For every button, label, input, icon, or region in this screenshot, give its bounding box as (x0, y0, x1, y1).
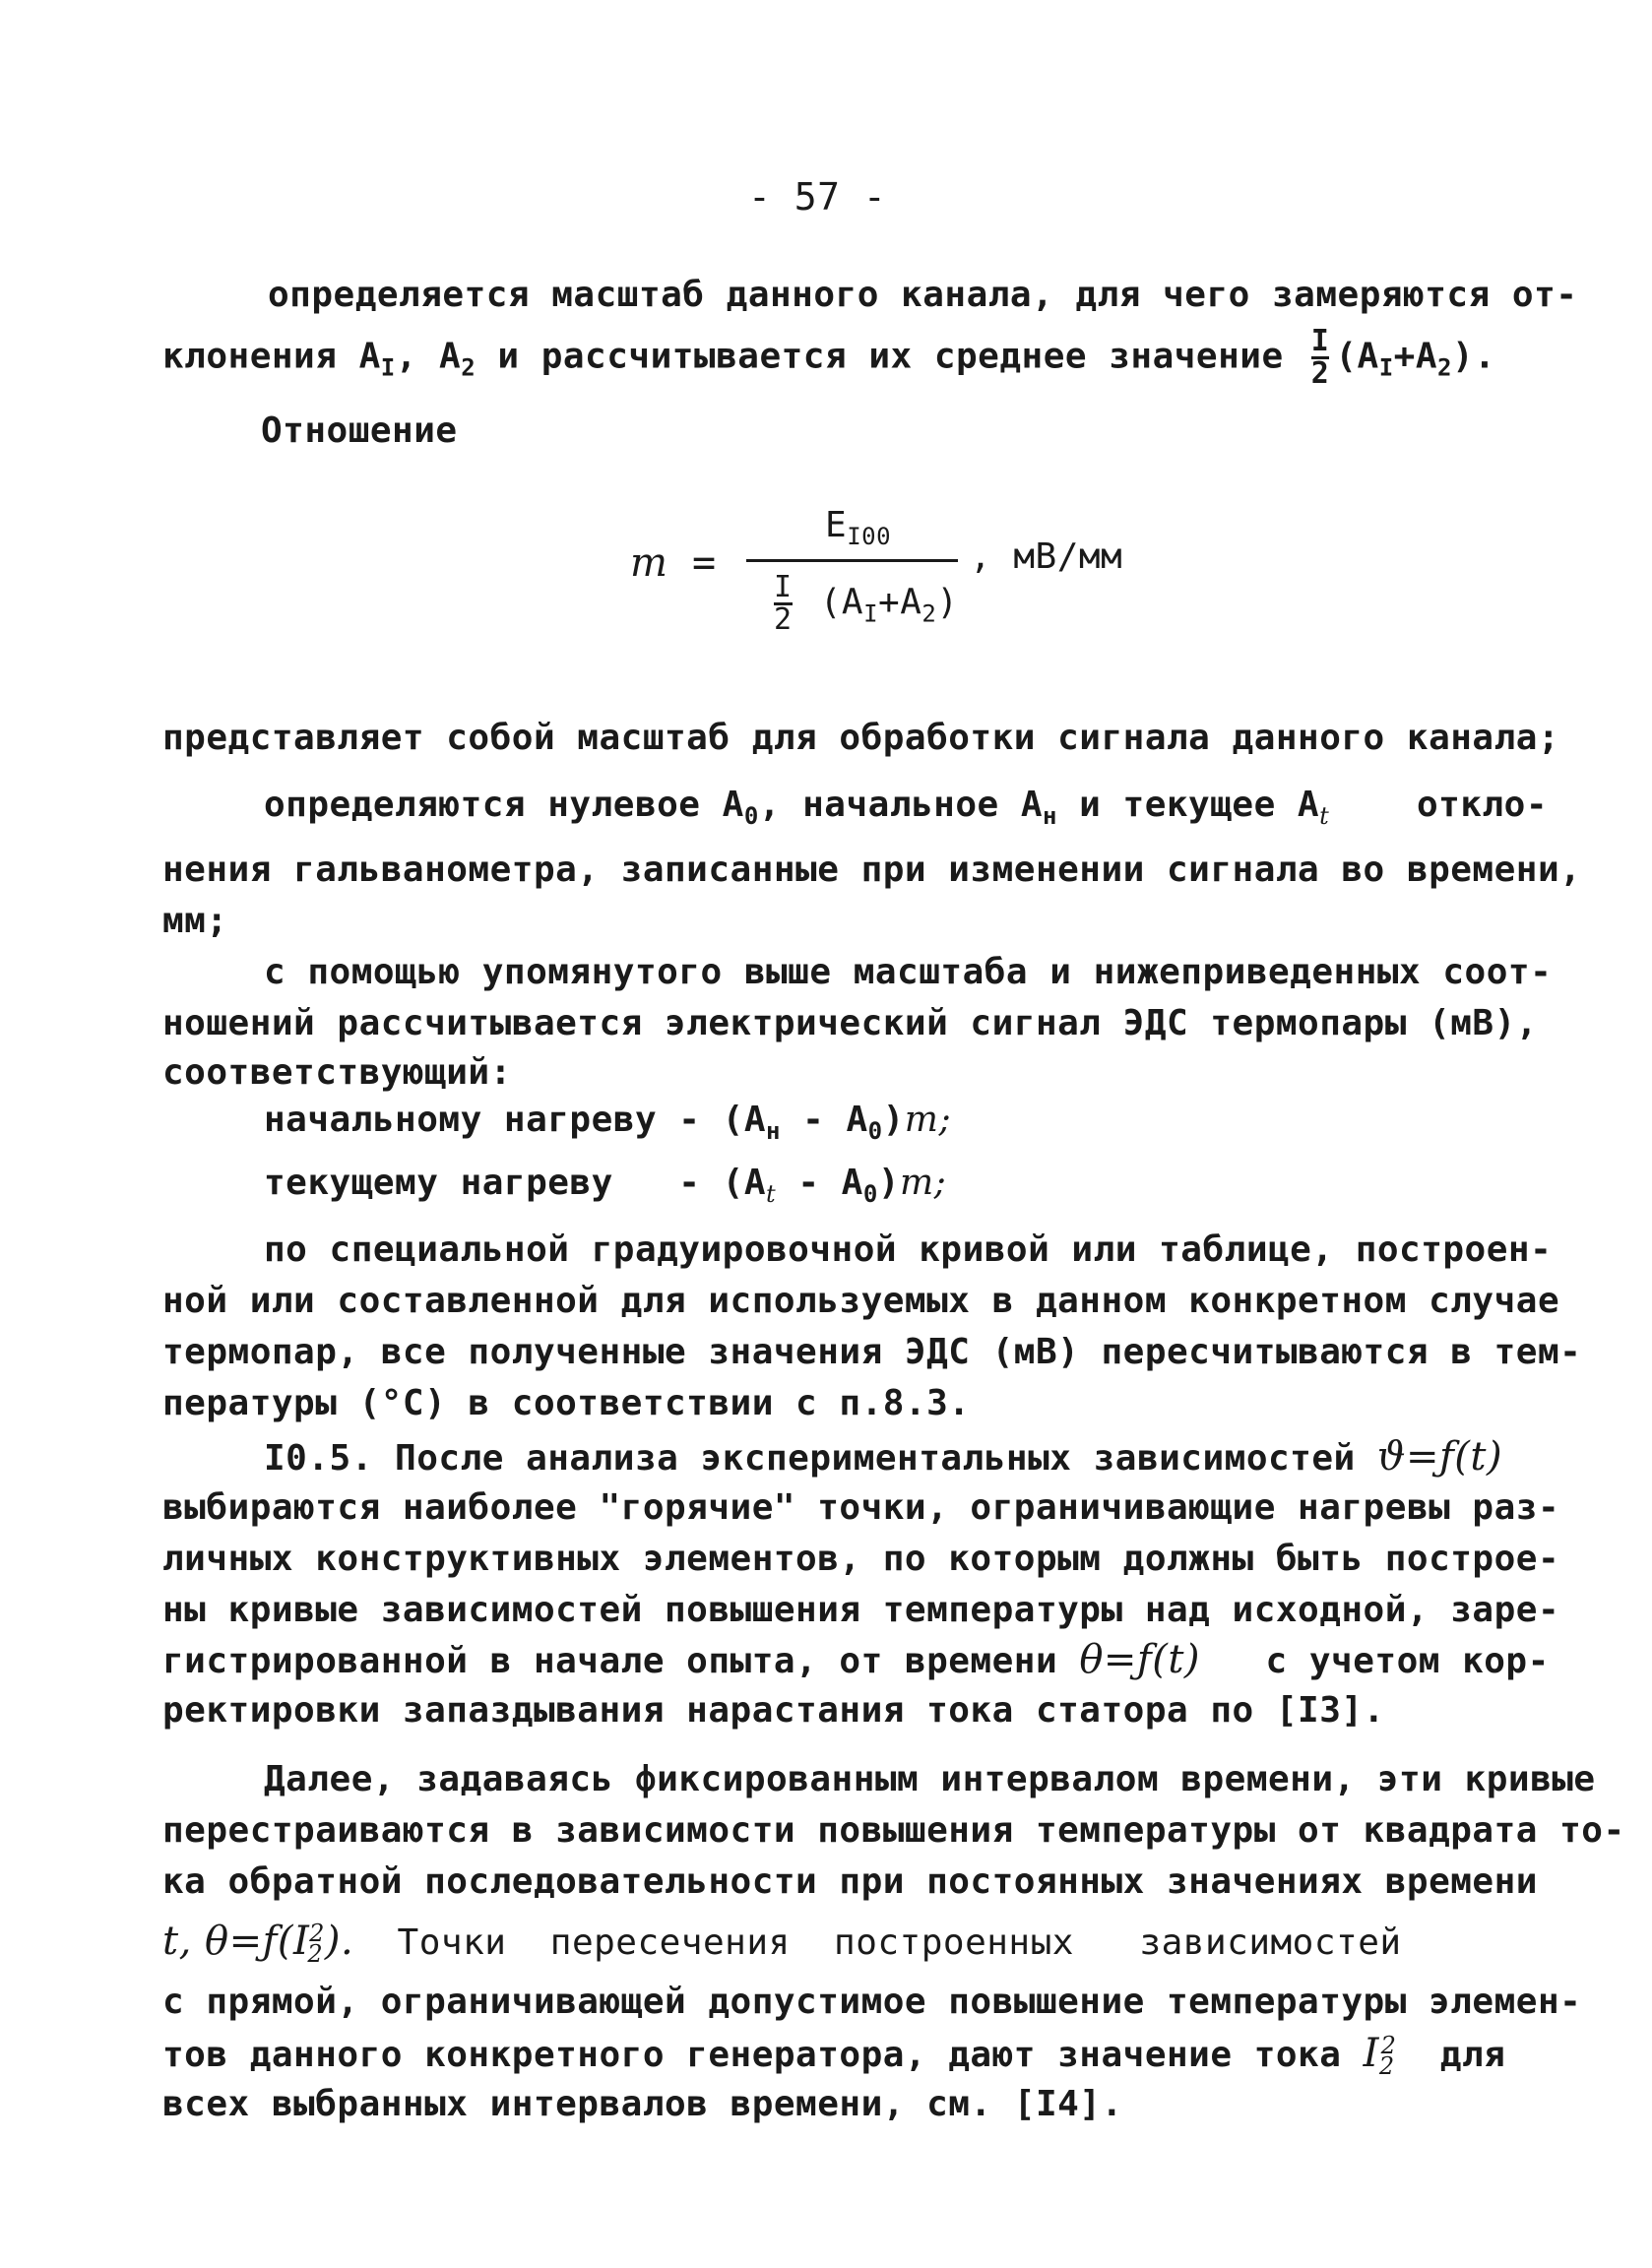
text-line: ношений рассчитывается электрический сигнал ЭДС термопары (мВ), (162, 1003, 1538, 1043)
formula-unit: , мВ/мм (970, 536, 1123, 577)
text-line: личных конструктивных элементов, по которым должны быть построе- (162, 1539, 1560, 1579)
text-line: нения гальванометра, записанные при изменении сигнала во времени, (162, 850, 1582, 890)
text-line: определяется масштаб данного канала, для чего замеряются от- (268, 275, 1578, 315)
text-line: соответствующий: (162, 1052, 512, 1093)
half-fraction: $\frac{I}{2}$ (774, 570, 793, 637)
page-number: - 57 - (748, 175, 887, 219)
text-line: начальному нагреву - $(А_н - А_0)m$; (264, 1100, 952, 1146)
half-fraction: $\frac{I}{2}$ (1310, 324, 1330, 391)
formula-m: m = (630, 540, 717, 586)
text-line: мм; (162, 901, 228, 941)
text-line: пературы (°C) в соответствии с п.8.3. (162, 1383, 971, 1423)
formula-bar (746, 559, 958, 562)
formula-numerator: $E_{I00}$ (825, 505, 892, 551)
text-line: с прямой, ограничивающей допустимое повышение температуры элемен- (162, 1982, 1582, 2022)
text-line: ка обратной последовательности при постоянных значениях времени (162, 1861, 1538, 1902)
text-line: клонения $А_I$, $А_2$ и рассчитывается их среднее значение $\frac{I}{2}$ $(А_I+А_2)$. (162, 324, 1496, 391)
text-line: по специальной градуировочной кривой или таблице, построен- (264, 1229, 1553, 1270)
text-line: ной или составленной для используемых в данном конкретном случае (162, 1281, 1560, 1321)
text-line: t, $\theta=ƒ(I_2^2)$. Точки пересечения построенных зависимостей (162, 1919, 1402, 1969)
text-line: представляет собой масштаб для обработки сигнала данного канала; (162, 718, 1560, 758)
text-line: текущему нагреву - $(А_t - А_0)m$; (264, 1163, 947, 1209)
text-line: Отношение (261, 410, 458, 451)
text-line: с помощью упомянутого выше масштаба и нижеприведенных соот- (264, 952, 1553, 992)
text-line: перестраиваются в зависимости повышения температуры от квадрата то- (162, 1810, 1625, 1851)
scale-formula (630, 505, 1181, 660)
text-line: ны кривые зависимостей повышения температуры над исходной, заре- (162, 1590, 1560, 1630)
text-line: определяются нулевое $А_0$, начальное $А_н$ и текущее $А_t$ откло- (264, 785, 1548, 831)
text-line: гистрированной в начале опыта, от времени θ=ƒ(t) с учетом кор- (162, 1637, 1550, 1682)
text-line: всех выбранных интервалов времени, см. [I4]. (162, 2084, 1123, 2124)
text-line: I0.5. После анализа экспериментальных зависимостей ϑ=ƒ(t) (264, 1434, 1503, 1480)
text-line: ректировки запаздывания нарастания тока статора по [I3]. (162, 1690, 1385, 1731)
text-line: Далее, задаваясь фиксированным интервалом времени, эти кривые (264, 1759, 1596, 1799)
text-line: выбираются наиболее "горячие" точки, ограничивающие нагревы раз- (162, 1487, 1560, 1528)
formula-denominator: $\frac{I}{2}$ $(А_I+А_2)$ (774, 570, 959, 637)
text-line: тов данного конкретного генератора, дают значение тока $I_2^2$ для (162, 2031, 1506, 2081)
text-line: термопар, все полученные значения ЭДС (мВ) пересчитываются в тем- (162, 1332, 1582, 1372)
